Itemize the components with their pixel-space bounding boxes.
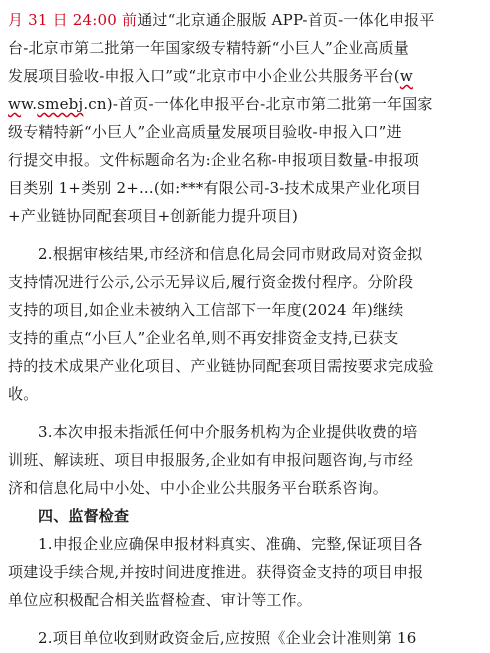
para1-line-7: 目类别 1+类别 2+...(如:***有限公司-3-技术成果产业化项目 bbox=[8, 179, 422, 197]
para1-text-4: .cn)-首页-一体化申报平台-北京市第二批第一年国家 bbox=[83, 95, 433, 113]
para2-line-4: 支持的重点“小巨人”企业名单,则不再安排资金支持,已获支 bbox=[8, 329, 399, 347]
para1-line-6: 行提交申报。文件标题命名为:企业名称-申报项目数量-申报项 bbox=[8, 151, 419, 169]
para1-line-2: 台-北京市第二批第一年国家级专精特新“小巨人”企业高质量 bbox=[8, 39, 410, 57]
para1-text-1: 通过“北京通企服版 APP-首页-一体化申报平 bbox=[137, 11, 435, 29]
para3-line-1: 3.本次申报未指派任何中介服务机构为企业提供收费的培 bbox=[38, 423, 418, 441]
para1-line-3 bbox=[8, 62, 482, 90]
para5-line-1: 2.项目单位收到财政资金后,应按照《企业会计准则第 16 bbox=[38, 629, 417, 647]
para4-line-3: 单位应积极配合相关监督检查、审计等工作。 bbox=[8, 591, 313, 609]
para2-line-2: 支持情况进行公示,公示无异议后,履行资金拨付程序。分阶段 bbox=[8, 273, 414, 291]
url-fragment-dot: w. bbox=[21, 95, 38, 113]
para2-line-1: 2.根据审核结果,市经济和信息化局会同市财政局对资金拟 bbox=[38, 245, 423, 263]
deadline-text: 月 31 日 24:00 前 bbox=[8, 11, 138, 29]
section-heading-supervision: 四、监督检查 bbox=[38, 507, 130, 525]
para1-text-3: 发展项目验收-申报入口”或“北京市中小企业公共服务平台( bbox=[8, 67, 400, 85]
para2-line-5: 持的技术成果产业化项目、产业链协同配套项目需按要求完成验 bbox=[8, 357, 434, 375]
para1-line-5: 级专精特新“小巨人”企业高质量发展项目验收-申报入口”进 bbox=[8, 123, 402, 141]
para1-line-4 bbox=[8, 90, 482, 118]
para4-line-1: 1.申报企业应确保申报材料真实、准确、完整,保证项目各 bbox=[38, 535, 423, 553]
url-fragment-smebj: smebj bbox=[37, 95, 84, 113]
para2-line-3: 支持的项目,如企业未被纳入工信部下一年度(2024 年)继续 bbox=[8, 301, 404, 319]
url-fragment-w: w bbox=[399, 67, 413, 85]
para1-line-8: +产业链协同配套项目+创新能力提升项目) bbox=[8, 207, 298, 225]
para3-line-3: 济和信息化局中小处、中小企业公共服务平台联系咨询。 bbox=[8, 479, 389, 497]
para4-line-2: 项建设手续合规,并按时间进度推进。获得资金支持的项目申报 bbox=[8, 563, 424, 581]
para3-line-2: 训班、解读班、项目申报服务,企业如有申报问题咨询,与市经 bbox=[8, 451, 414, 469]
url-fragment-ww: w bbox=[8, 95, 22, 113]
para1-line-1 bbox=[8, 6, 482, 34]
para2-line-6: 收。 bbox=[8, 385, 39, 403]
